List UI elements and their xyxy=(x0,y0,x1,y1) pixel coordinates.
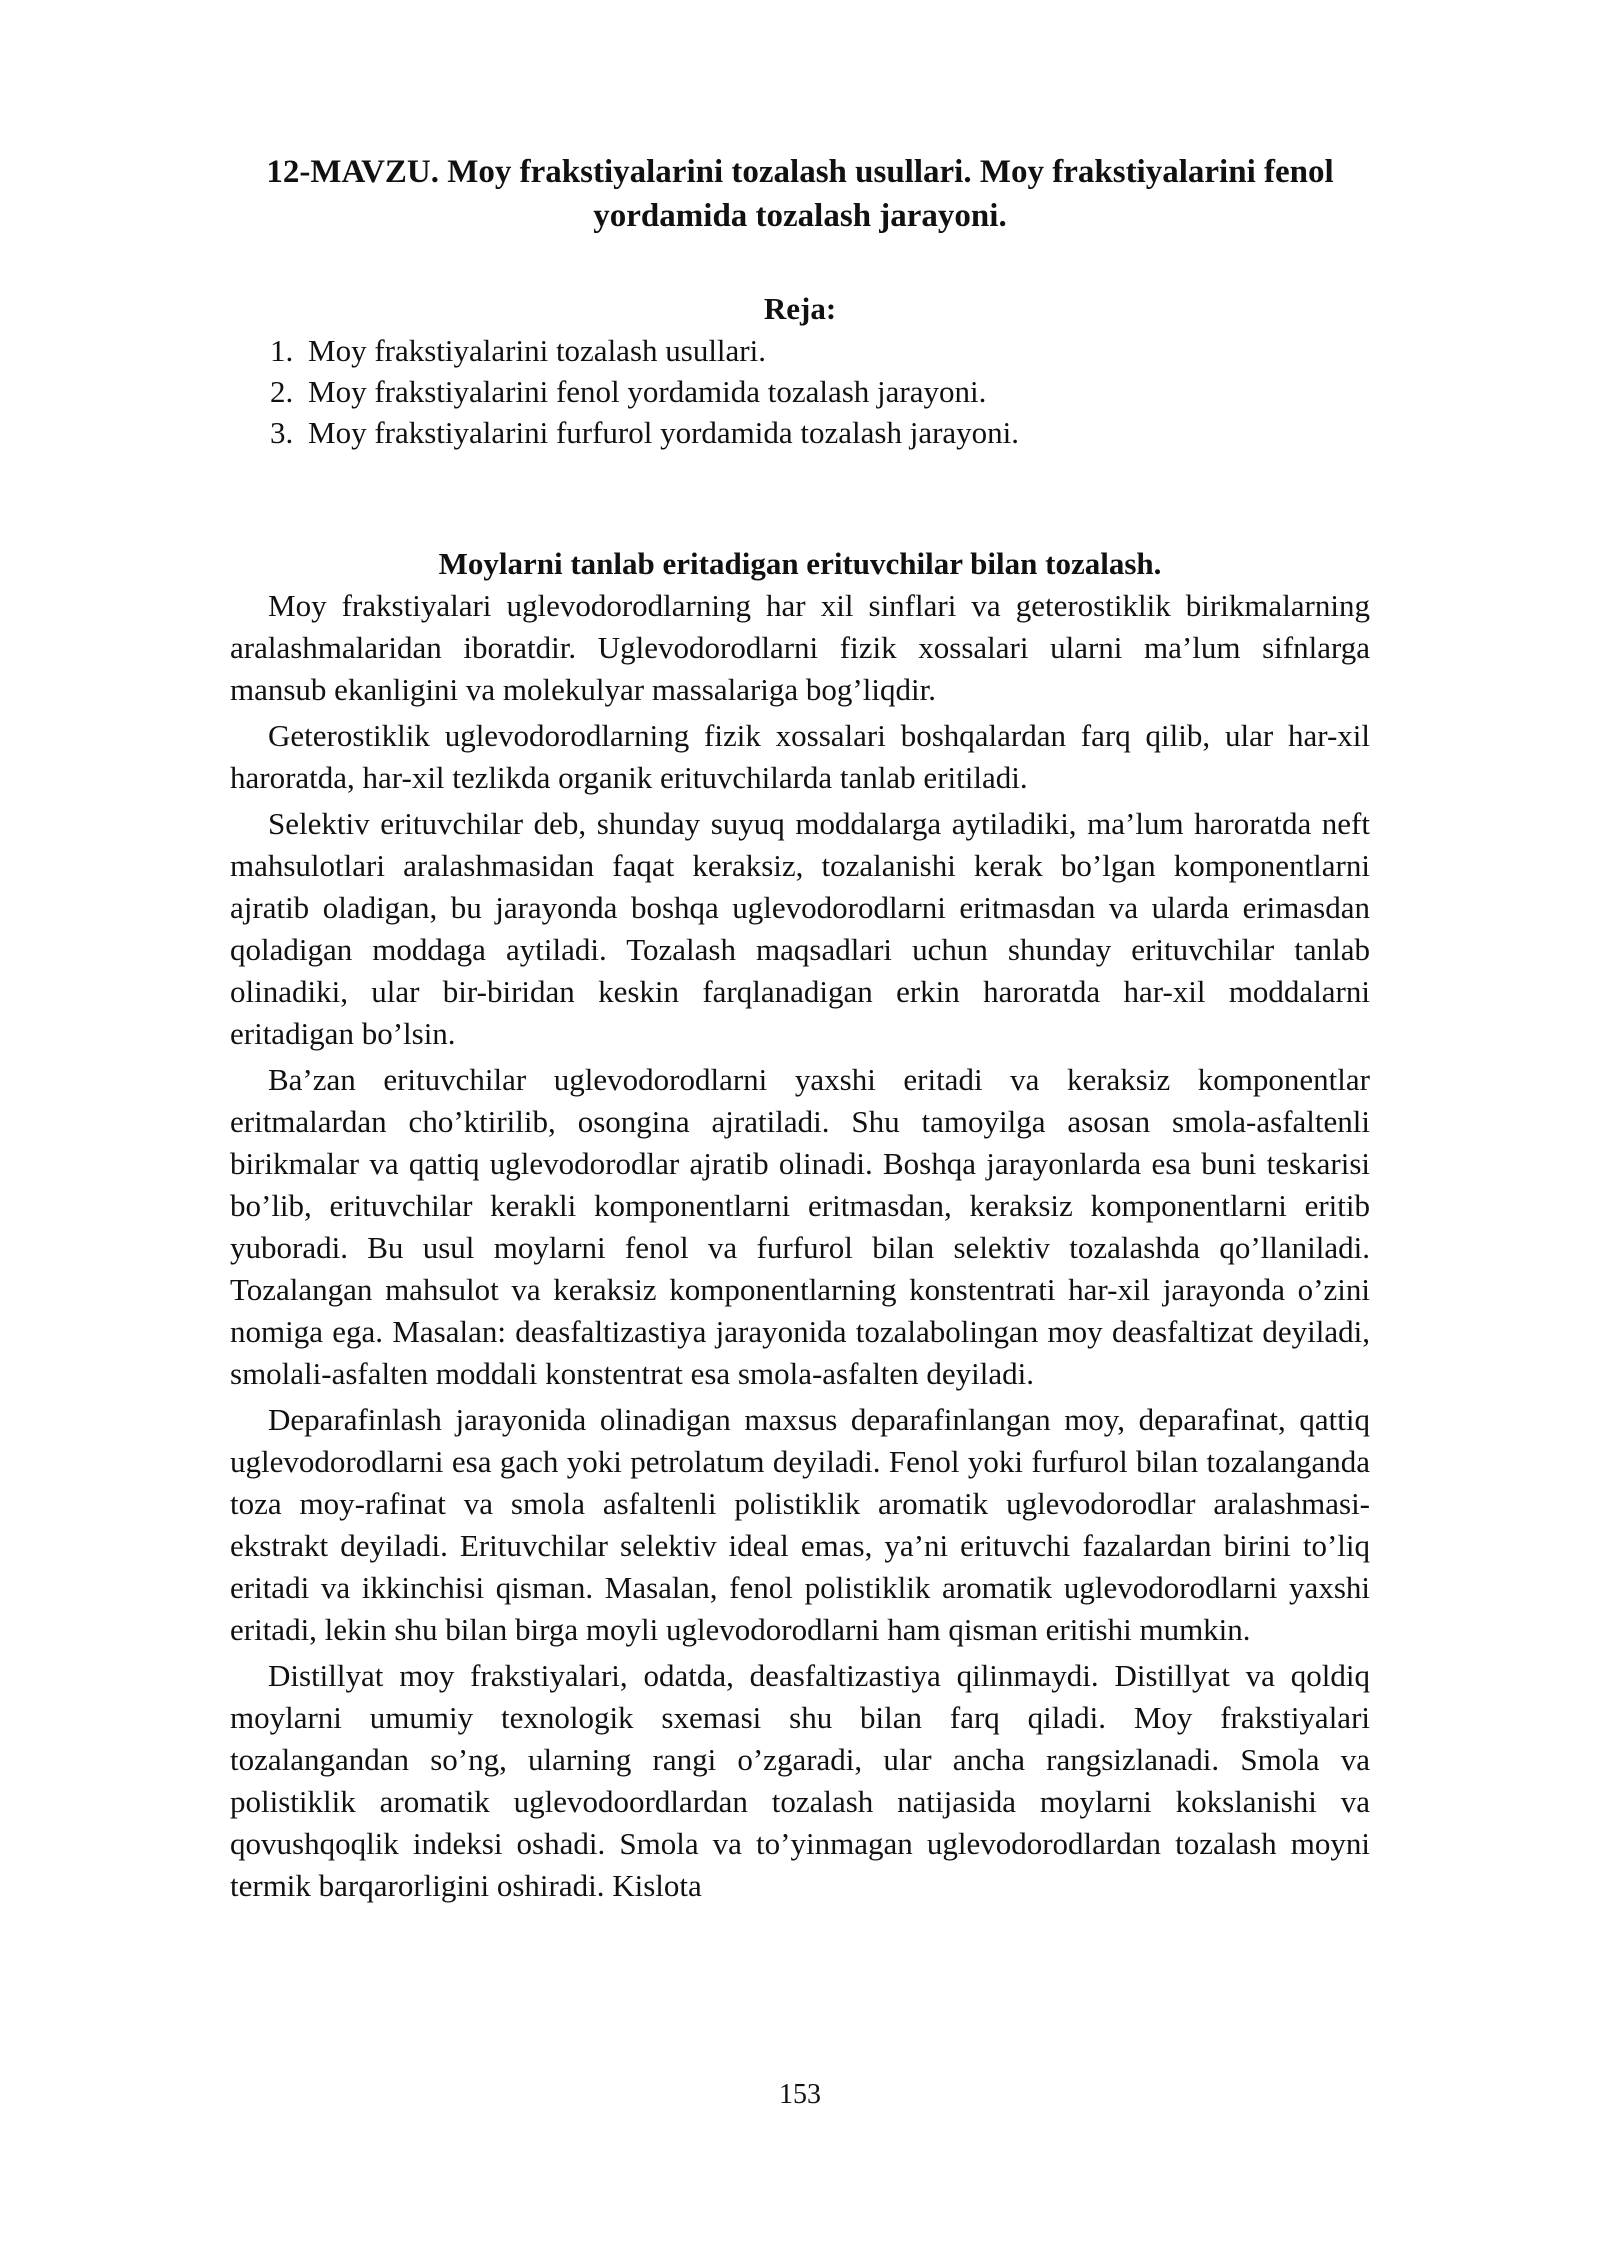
section-heading: Moylarni tanlab eritadigan erituvchilar bilan tozalash. xyxy=(438,546,1162,581)
page-number: 153 xyxy=(779,2079,821,2110)
body-paragraph: Deparafinlash jarayonida olinadigan maxsus deparafinlangan moy, deparafinat, qattiq uglevodorodlarni esa gach yoki petrolatum deyiladi. Fenol yoki furfurol bilan tozalanganda toza moy-rafinat va smola asfaltenli polistiklik aromatik uglevodorodlar aralashmasi- ekstrakt deyiladi. Erituvchilar selektiv ideal emas, ya’ni erituvchi fazalardan birini to’liq eritadi va ikkinchisi qisman. Masalan, fenol polistiklik aromatik uglevodorodlarni yaxshi eritadi, lekin shu bilan birga moyli uglevodorodlarni ham qisman eritishi mumkin. xyxy=(230,1402,1370,1647)
plan-item xyxy=(270,371,1370,412)
body-paragraph: Geterostiklik uglevodorodlarning fizik xossalari boshqalardan farq qilib, ular har-xil haroratda, har-xil tezlikda organik erituvchilarda tanlab eritiladi. xyxy=(230,718,1370,795)
body-paragraph: Moy frakstiyalari uglevodorodlarning har xil sinflari va geterostiklik birikmalarning aralashmalaridan iboratdir. Uglevodorodlarni fizik xossalari ularni ma’lum sifnlarga mansub ekanligini va molekulyar massalariga bog’liqdir. xyxy=(230,588,1370,707)
plan-heading: Reja: xyxy=(763,291,837,326)
page-title: 12-MAVZU. Moy frakstiyalarini tozalash usullari. Moy frakstiyalarini fenol yordamida tozalash jarayoni. xyxy=(266,154,1334,234)
plan-item-number: 3. xyxy=(270,415,294,450)
plan-item-text: Moy frakstiyalarini tozalash usullari. xyxy=(308,333,766,368)
plan-item-text: Moy frakstiyalarini fenol yordamida tozalash jarayoni. xyxy=(308,374,987,409)
plan-item-number: 2. xyxy=(270,374,294,409)
body-paragraph: Distillyat moy frakstiyalari, odatda, deasfaltizastiya qilinmaydi. Distillyat va qoldiq moylarni umumiy texnologik sxemasi shu bilan farq qiladi. Moy frakstiyalari tozalangandan so’ng, ularning rangi o’zgaradi, ular ancha rangsizlanadi. Smola va polistiklik aromatik uglevodoordlardan tozalash natijasida moylarni kokslanishi va qovushqoqlik indeksi oshadi. Smola va to’yinmagan uglevodorodlardan tozalash moyni termik barqarorligini oshiradi. Kislota xyxy=(230,1658,1370,1903)
plan-list xyxy=(230,330,1370,453)
page-content xyxy=(230,150,1370,1911)
plan-item xyxy=(270,330,1370,371)
plan-item-number: 1. xyxy=(270,333,294,368)
plan-item xyxy=(270,412,1370,453)
plan-item-text: Moy frakstiyalarini furfurol yordamida tozalash jarayoni. xyxy=(308,415,1020,450)
body-paragraph: Ba’zan erituvchilar uglevodorodlarni yaxshi eritadi va keraksiz komponentlar eritmalardan cho’ktirilib, osongina ajratiladi. Shu tamoyilga asosan smola-asfaltenli birikmalar va qattiq uglevodorodlar ajratib olinadi. Boshqa jarayonlarda esa buni teskarisi bo’lib, erituvchilar kerakli komponentlarni eritmasdan, keraksiz komponentlarni eritib yuboradi. Bu usul moylarni fenol va furfurol bilan selektiv tozalashda qo’llaniladi. Tozalangan mahsulot va keraksiz komponentlarning konstentrati har-xil jarayonda o’zini nomiga ega. Masalan: deasfaltizastiya jarayonida tozalabolingan moy deasfaltizat deyiladi, smolali-asfalten moddali konstentrat esa smola-asfalten deyiladi. xyxy=(230,1062,1370,1391)
body-paragraph: Selektiv erituvchilar deb, shunday suyuq moddalarga aytiladiki, ma’lum haroratda neft mahsulotlari aralashmasidan faqat keraksiz, tozalanishi kerak bo’lgan komponentlarni ajratib oladigan, bu jarayonda boshqa uglevodorodlarni eritmasdan va ularda erimasdan qoladigan moddaga aytiladi. Tozalash maqsadlari uchun shunday erituvchilar tanlab olinadiki, ular bir-biridan keskin farqlanadigan erkin haroratda har-xil moddalarni eritadigan bo’lsin. xyxy=(230,806,1370,1051)
